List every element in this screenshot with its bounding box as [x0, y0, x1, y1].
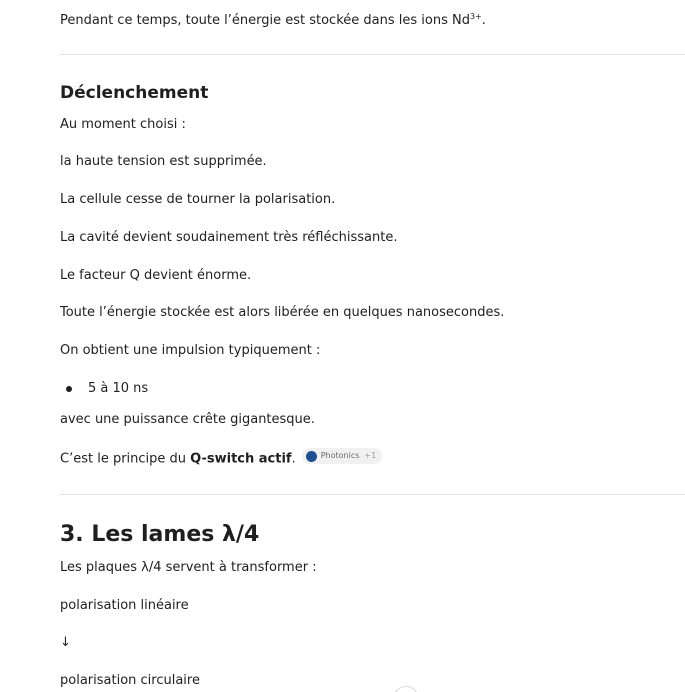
paragraph-line: Les plaques λ/4 servent à transformer :: [60, 560, 317, 575]
citation-count: +1: [364, 451, 377, 460]
paragraph-line: la haute tension est supprimée.: [60, 154, 267, 169]
source-favicon-icon: [306, 451, 317, 462]
scroll-down-button[interactable]: [393, 686, 419, 692]
paragraph-line: Toute l’énergie stockée est alors libérée en quelques nanosecondes.: [60, 305, 505, 320]
conclusion-paragraph: [60, 448, 382, 469]
conclusion-text: C’est le principe du: [60, 451, 191, 467]
section-heading-lames: 3. Les lames λ/4: [60, 522, 260, 547]
ion-charge-superscript: 3+: [469, 12, 482, 21]
section-divider: [60, 494, 685, 495]
section-divider: [60, 54, 685, 55]
list-item-text: 5 à 10 ns: [88, 381, 149, 396]
citation-label: Photonics: [320, 451, 360, 460]
paragraph-line: On obtient une impulsion typiquement :: [60, 343, 321, 358]
citation-chip[interactable]: [302, 448, 382, 464]
paragraph-line: avec une puissance crête gigantesque.: [60, 412, 315, 427]
section-heading-declenchement: Déclenchement: [60, 83, 209, 103]
down-arrow-line: ↓: [60, 635, 71, 650]
conclusion-bold-term: Q-switch actif: [190, 451, 292, 467]
intro-paragraph: [60, 8, 486, 30]
paragraph-line: polarisation circulaire: [60, 673, 200, 688]
intro-period: .: [481, 13, 486, 28]
conclusion-period: .: [291, 451, 296, 467]
paragraph-line: polarisation linéaire: [60, 598, 189, 613]
paragraph-line: Le facteur Q devient énorme.: [60, 268, 252, 283]
intro-text: Pendant ce temps, toute l’énergie est stockée dans les ions Nd: [60, 13, 470, 28]
paragraph-line: La cavité devient soudainement très réfléchissante.: [60, 230, 398, 245]
paragraph-line: Au moment choisi :: [60, 117, 186, 132]
paragraph-line: La cellule cesse de tourner la polarisation.: [60, 192, 336, 207]
bullet-icon: [66, 386, 72, 392]
